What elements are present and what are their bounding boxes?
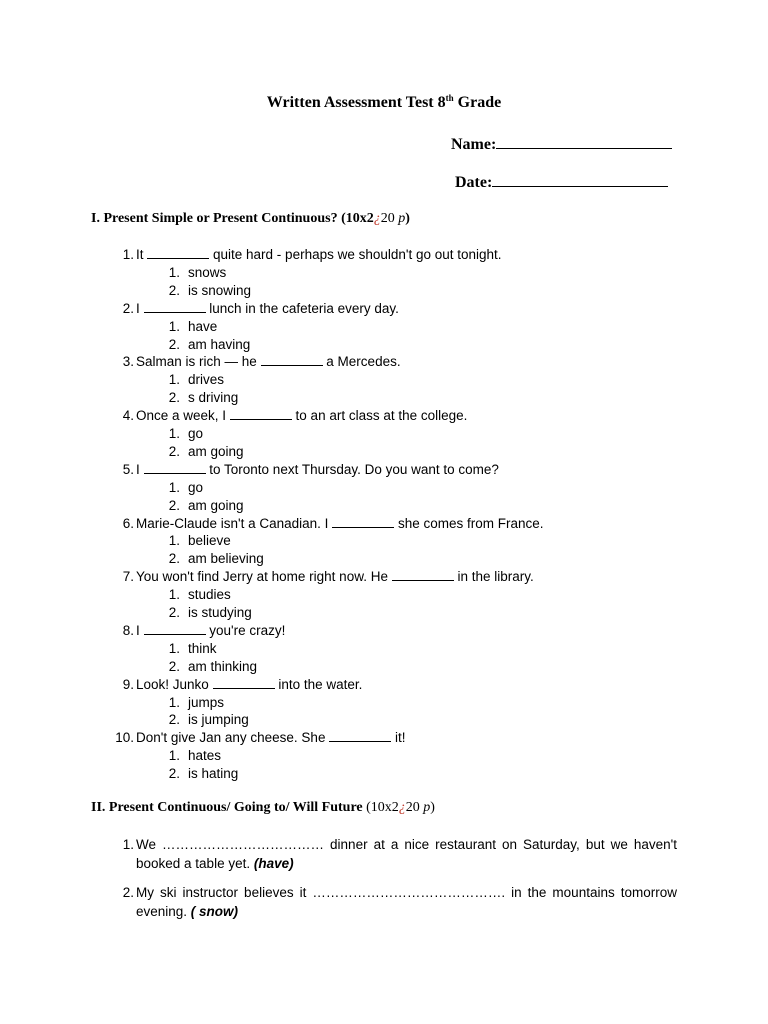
- title-main: Written Assessment Test 8: [266, 94, 446, 111]
- option-text: have: [188, 318, 218, 334]
- name-label: Name:: [451, 136, 497, 153]
- question-text-before: I: [136, 622, 144, 638]
- option-number: 1.: [168, 587, 180, 603]
- option-number: 1.: [168, 264, 180, 280]
- answer-blank[interactable]: [147, 246, 209, 259]
- question-number: 6.: [122, 515, 134, 531]
- option-text: drives: [188, 372, 225, 388]
- option-number: 2.: [168, 390, 180, 406]
- option-number: 1.: [168, 479, 180, 495]
- question-text: We ……………………………… dinner at a nice restaurant on Saturday, but we haven't booked a table yet.: [136, 837, 677, 871]
- name-line[interactable]: [496, 134, 672, 149]
- option-6-2[interactable]: [152, 550, 264, 568]
- answer-blank[interactable]: [213, 676, 275, 689]
- option-5-1[interactable]: [152, 479, 203, 497]
- question-text: [136, 515, 544, 533]
- question-text-before: Once a week, I: [136, 408, 230, 424]
- option-text: s driving: [188, 390, 239, 406]
- question-text-before: Salman is rich — he: [136, 354, 261, 370]
- question-text-after: it!: [391, 730, 406, 746]
- option-text: go: [188, 426, 204, 441]
- question-text-before: Look! Junko: [136, 676, 213, 692]
- option-text: am thinking: [188, 658, 258, 674]
- option-10-1[interactable]: [152, 747, 221, 765]
- section2-points: 20: [405, 800, 420, 815]
- answer-blank[interactable]: [144, 300, 206, 313]
- option-text: studies: [188, 587, 231, 603]
- question-number: 3.: [122, 354, 134, 370]
- question-number: 10.: [115, 730, 134, 746]
- title-tail: Grade: [453, 94, 502, 111]
- section1-glyph: ¿: [373, 211, 381, 226]
- question-text-after: you're crazy!: [205, 622, 286, 638]
- option-number: 2.: [168, 605, 180, 620]
- option-text: am believing: [188, 551, 264, 567]
- question-text: [136, 246, 502, 264]
- option-5-2[interactable]: [152, 497, 244, 515]
- question-text: [136, 676, 362, 694]
- question-text-after: to Toronto next Thursday. Do you want to come?: [205, 461, 499, 477]
- option-text: hates: [188, 748, 222, 764]
- option-number: 1.: [168, 640, 180, 656]
- option-text: jumps: [188, 694, 225, 710]
- verb-hint: (have): [253, 856, 294, 871]
- option-9-2[interactable]: [152, 711, 249, 729]
- question-number: 2.: [122, 300, 134, 316]
- answer-blank[interactable]: [144, 622, 206, 635]
- option-number: 2.: [168, 551, 180, 567]
- option-1-1[interactable]: [152, 264, 226, 282]
- section2-unit: p: [423, 800, 431, 815]
- section2-points-open: (10x2: [366, 800, 399, 815]
- option-2-2[interactable]: [152, 336, 250, 354]
- answer-blank[interactable]: [144, 461, 206, 474]
- option-number: 1.: [168, 748, 180, 764]
- section2-glyph: ¿: [398, 800, 406, 815]
- question-text: My ski instructor believes it ……………………………………. in the mountains tomorrow evening.: [136, 885, 677, 919]
- option-text: think: [188, 640, 217, 656]
- answer-blank[interactable]: [261, 353, 323, 366]
- option-number: 2.: [168, 336, 180, 352]
- answer-blank[interactable]: [230, 407, 292, 420]
- verb-hint: ( snow): [190, 904, 239, 919]
- question-number: 8.: [122, 622, 134, 638]
- question-text: [136, 729, 405, 747]
- section2-close: ): [430, 800, 435, 815]
- question-text-after: in the library.: [453, 569, 534, 585]
- question-text: [136, 622, 285, 640]
- option-number: 1.: [168, 533, 180, 549]
- option-number: 2.: [168, 712, 180, 728]
- question-text: [136, 353, 401, 371]
- question-number: 4.: [122, 408, 134, 424]
- option-text: am having: [188, 336, 251, 352]
- section1-heading-text: I. Present Simple or Present Continuous? (10x2: [91, 211, 374, 226]
- question-number: 7.: [122, 569, 134, 585]
- question-text-before: I: [136, 461, 144, 477]
- question-text: [136, 407, 467, 425]
- option-number: 2.: [168, 497, 180, 513]
- title-superscript: th: [445, 93, 454, 103]
- option-4-1[interactable]: [152, 425, 203, 443]
- option-number: 1.: [168, 694, 180, 710]
- question-text-after: lunch in the cafeteria every day.: [205, 300, 399, 316]
- option-text: go: [188, 479, 204, 495]
- option-text: believe: [188, 533, 231, 549]
- option-3-1[interactable]: [152, 371, 224, 389]
- option-text: is snowing: [188, 282, 252, 298]
- option-2-1[interactable]: [152, 318, 217, 336]
- date-line[interactable]: [492, 172, 668, 187]
- question-number: 2.: [122, 885, 134, 900]
- option-text: is jumping: [188, 712, 249, 728]
- date-field[interactable]: [455, 172, 668, 193]
- question-number: 1.: [122, 837, 134, 852]
- question-text-after: to an art class at the college.: [291, 408, 468, 424]
- option-7-1[interactable]: [152, 586, 231, 604]
- answer-blank[interactable]: [332, 515, 394, 528]
- option-4-2[interactable]: [152, 443, 244, 461]
- question-body[interactable]: [136, 883, 677, 921]
- question-text-after: into the water.: [274, 676, 363, 692]
- question-text: [136, 461, 499, 479]
- option-number: 1.: [168, 318, 180, 334]
- question-number: 9.: [122, 676, 134, 692]
- page-title: [0, 93, 768, 113]
- option-text: am going: [188, 497, 244, 513]
- section2-heading: [91, 799, 435, 817]
- question-text-after: quite hard - perhaps we shouldn't go out tonight.: [209, 247, 502, 262]
- question-text-before: I: [136, 300, 144, 316]
- question-text-before: Don't give Jan any cheese. She: [136, 730, 330, 746]
- section1-points: 20: [380, 211, 395, 226]
- option-6-1[interactable]: [152, 532, 231, 550]
- date-label: Date:: [455, 174, 493, 191]
- option-8-1[interactable]: [152, 640, 217, 658]
- question-text-before: You won't find Jerry at home right now. He: [136, 569, 392, 585]
- section1-close: ): [405, 211, 410, 226]
- question-number: 5.: [122, 461, 134, 477]
- answer-blank[interactable]: [329, 729, 391, 742]
- option-number: 2.: [168, 443, 180, 459]
- section1-unit: p: [398, 211, 406, 226]
- option-1-2[interactable]: [152, 282, 251, 300]
- option-text: snows: [188, 264, 227, 280]
- option-10-2[interactable]: [152, 765, 238, 783]
- option-number: 2.: [168, 282, 180, 298]
- question-text: [136, 300, 399, 318]
- option-number: 2.: [168, 766, 180, 782]
- option-8-2[interactable]: [152, 658, 257, 676]
- option-number: 1.: [168, 372, 180, 388]
- question-text-after: a Mercedes.: [322, 354, 401, 370]
- section2-heading-text: II. Present Continuous/ Going to/ Will Future: [91, 800, 367, 815]
- option-3-2[interactable]: [152, 389, 238, 407]
- question-text: [136, 568, 534, 586]
- section1-heading: [91, 210, 410, 228]
- option-text: is hating: [188, 766, 239, 782]
- option-number: 2.: [168, 658, 180, 674]
- question-text-before: Marie-Claude isn't a Canadian. I: [136, 515, 333, 531]
- answer-blank[interactable]: [392, 568, 454, 581]
- option-text: am going: [188, 443, 244, 459]
- question-body[interactable]: [136, 835, 677, 873]
- option-9-1[interactable]: [152, 694, 224, 712]
- option-7-2[interactable]: [152, 604, 252, 622]
- question-text-before: It: [136, 247, 148, 262]
- name-field[interactable]: [451, 134, 672, 155]
- question-number: 1.: [122, 247, 134, 262]
- question-text-after: she comes from France.: [394, 515, 544, 531]
- option-text: is studying: [188, 605, 252, 620]
- option-number: 1.: [168, 426, 180, 441]
